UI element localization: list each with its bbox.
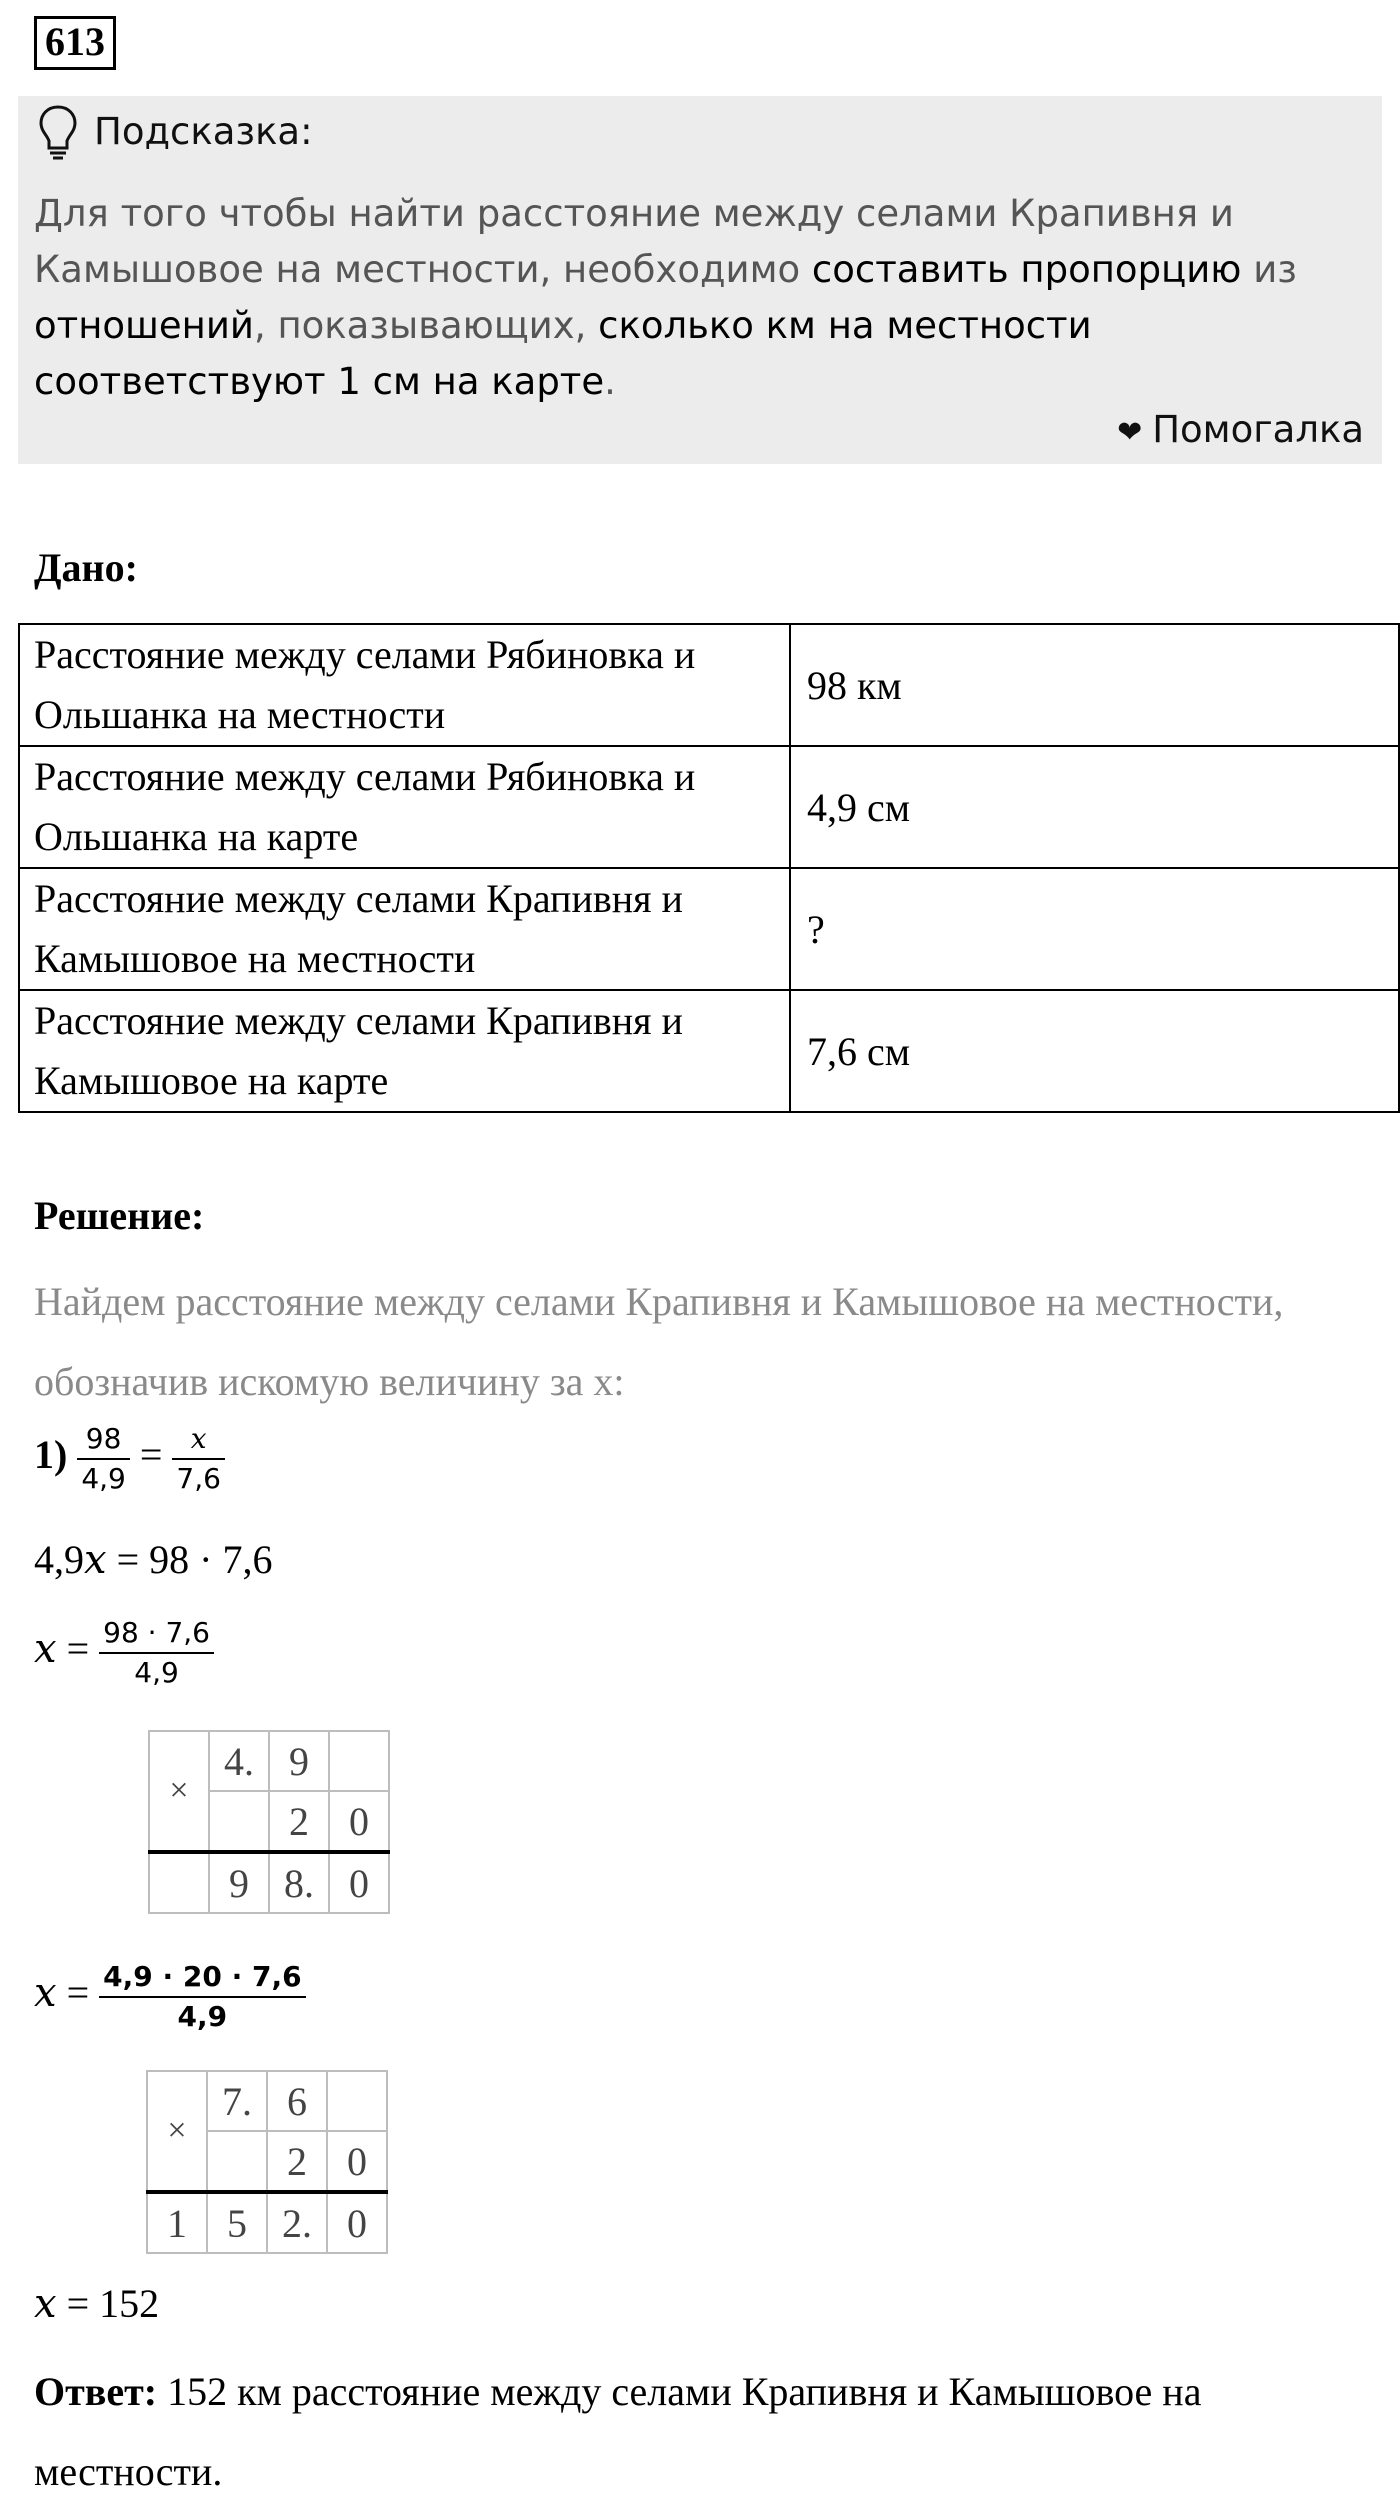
result-cell: 1 bbox=[147, 2192, 207, 2253]
equation-line: x = 152 bbox=[34, 2281, 160, 2327]
digit-cell: 9 bbox=[269, 1731, 329, 1791]
multiplication-grid bbox=[146, 2070, 388, 2254]
given-quantity: Расстояние между селами Крапивня и Камышовое на местности bbox=[19, 868, 790, 990]
given-value: 98 км bbox=[790, 624, 1399, 746]
result-cell: 0 bbox=[327, 2192, 387, 2253]
digit-cell: 7. bbox=[207, 2071, 267, 2131]
heart-icon: ❤ bbox=[1117, 415, 1143, 450]
given-quantity: Расстояние между селами Крапивня и Камышовое на карте bbox=[19, 990, 790, 1112]
answer-text: 152 км расстояние между селами Крапивня и Камышовое на местности. bbox=[34, 2369, 1202, 2494]
equals-sign: = bbox=[139, 1432, 163, 1478]
solution-label: Решение: bbox=[34, 1193, 205, 1238]
step-number: 1) bbox=[34, 1432, 68, 1478]
hint-box bbox=[18, 96, 1382, 464]
digit-cell: 4. bbox=[209, 1731, 269, 1791]
result-cell: 9 bbox=[209, 1852, 269, 1913]
digit-cell: 0 bbox=[327, 2131, 387, 2192]
given-value: ? bbox=[790, 868, 1399, 990]
result-cell: 8. bbox=[269, 1852, 329, 1913]
fraction: $\frac{98}{4,9}$ bbox=[77, 1420, 130, 1498]
solution-intro: Найдем расстояние между селами Крапивня и Камышовое на местности, обозначив искомую величину за x: bbox=[34, 1279, 1284, 1404]
digit-cell: 0 bbox=[329, 1791, 389, 1852]
given-value: 4,9 см bbox=[790, 746, 1399, 868]
result-cell: 0 bbox=[329, 1852, 389, 1913]
table-row bbox=[19, 624, 1399, 746]
hint-text: Для того чтобы найти расстояние между селами Крапивня и Камышовое на местности, необходимо составить пропорцию из отношений, показывающих, сколько км на местности соответствуют 1 см на карте. bbox=[34, 192, 1297, 403]
pomogalka-link[interactable] bbox=[1117, 408, 1364, 451]
digit-cell bbox=[327, 2071, 387, 2131]
digit-cell bbox=[329, 1731, 389, 1791]
multiply-sign: × bbox=[147, 2071, 207, 2192]
table-row bbox=[19, 746, 1399, 868]
digit-cell bbox=[149, 1852, 209, 1913]
fraction: $\frac{98 \cdot 7,6}{4,9}$ bbox=[99, 1614, 214, 1692]
table-row bbox=[19, 868, 1399, 990]
multiplication-grid bbox=[148, 1730, 390, 1914]
equation-line: 4,9x = 98 · 7,6 bbox=[34, 1537, 273, 1583]
given-table bbox=[18, 623, 1400, 1113]
given-value: 7,6 см bbox=[790, 990, 1399, 1112]
fraction: $\frac{4,9 \cdot 20 \cdot 7,6}{4,9}$ bbox=[99, 1958, 305, 2036]
result-cell: 5 bbox=[207, 2192, 267, 2253]
equation-line: x = $\frac{98 \cdot 7,6}{4,9}$ bbox=[34, 1614, 214, 1692]
equation-line: x = $\frac{4,9 \cdot 20 \cdot 7,6}{4,9}$ bbox=[34, 1958, 306, 2036]
given-quantity: Расстояние между селами Рябиновка и Ольшанка на местности bbox=[19, 624, 790, 746]
step-1-proportion bbox=[34, 1420, 225, 1498]
table-row bbox=[19, 990, 1399, 1112]
pomogalka-label: Помогалка bbox=[1152, 408, 1364, 451]
digit-cell: 2 bbox=[269, 1791, 329, 1852]
digit-cell bbox=[207, 2131, 267, 2192]
answer-label: Ответ: bbox=[34, 2369, 158, 2414]
given-quantity: Расстояние между селами Рябиновка и Ольшанка на карте bbox=[19, 746, 790, 868]
lightbulb-icon bbox=[38, 104, 78, 162]
fraction: $\frac{x}{7,6}$ bbox=[172, 1420, 225, 1498]
digit-cell: 2 bbox=[267, 2131, 327, 2192]
hint-title: Подсказка: bbox=[94, 110, 313, 153]
multiply-sign: × bbox=[149, 1731, 209, 1852]
task-number: 613 bbox=[34, 16, 116, 70]
given-label: Дано: bbox=[34, 545, 138, 590]
answer bbox=[34, 2352, 1374, 2512]
digit-cell: 6 bbox=[267, 2071, 327, 2131]
result-cell: 2. bbox=[267, 2192, 327, 2253]
digit-cell bbox=[209, 1791, 269, 1852]
